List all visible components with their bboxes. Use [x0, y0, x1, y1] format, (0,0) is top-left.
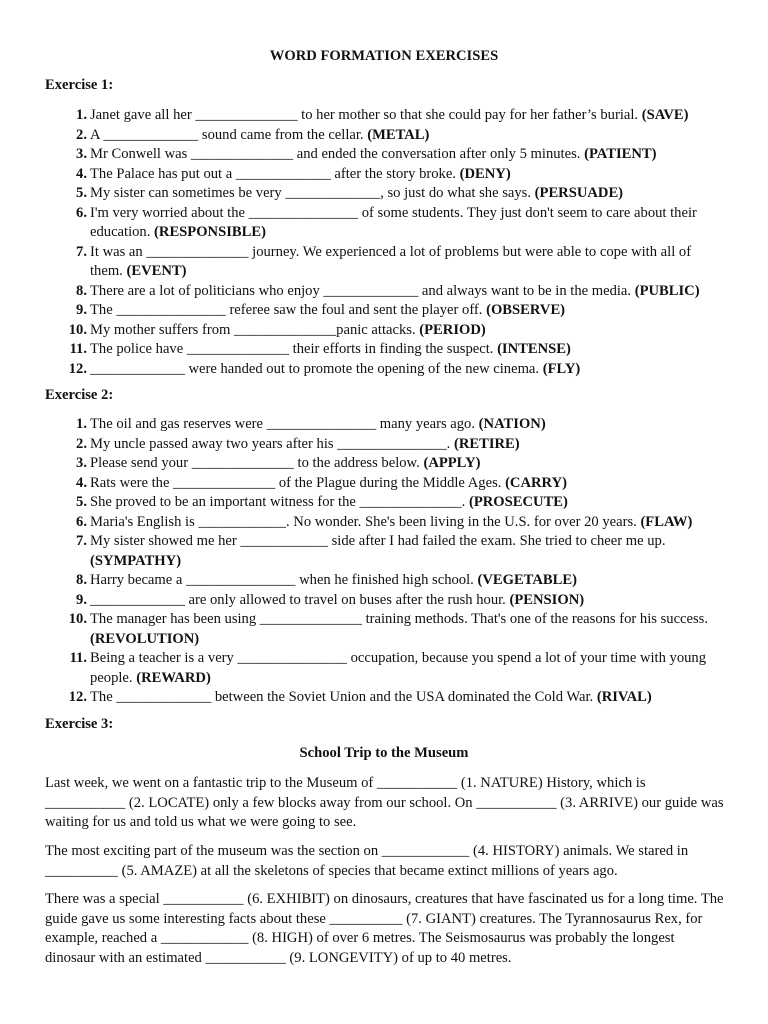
item-number: 9. — [76, 591, 87, 608]
story-title: School Trip to the Museum — [299, 745, 469, 761]
item-root-word: (METAL) — [367, 126, 430, 143]
exercise-item — [0, 243, 768, 282]
item-sentence: Maria's English is ____________. No wonder. She's been living in the U.S. for over 20 years. — [90, 513, 637, 530]
exercise-1-list — [0, 106, 768, 379]
item-number: 6. — [76, 513, 87, 530]
exercise-item — [0, 360, 768, 380]
exercise-3-heading: Exercise 3: — [45, 716, 114, 732]
item-number: 5. — [76, 185, 87, 201]
exercise-item — [0, 591, 768, 611]
item-sentence: I'm very worried about the _______________ of some students. They just don't seem to care about their education. — [90, 204, 697, 240]
item-root-word: (CARRY) — [505, 474, 567, 491]
item-root-word: (REWARD) — [136, 669, 211, 686]
item-root-word: (OBSERVE) — [486, 302, 566, 318]
item-number: 2. — [76, 435, 87, 452]
item-root-word: (FLAW) — [640, 513, 693, 530]
item-number: 9. — [76, 302, 87, 318]
exercise-item — [0, 610, 768, 649]
exercise-1-heading: Exercise 1: — [45, 77, 114, 93]
item-root-word: (PATIENT) — [584, 146, 657, 162]
story-paragraph-1: Last week, we went on a fantastic trip to the Museum of ___________ (1. NATURE) History, which is ___________ (2. LOCATE) only a few blocks away from our school. On ___________ (3. ARRIVE) our guide was waiting for us and told us what we were going to see. — [45, 775, 724, 830]
item-sentence: The manager has been using ______________ training methods. That's one of the reasons for his success. — [90, 611, 709, 627]
item-root-word: (DENY) — [459, 165, 511, 182]
exercise-item — [0, 571, 768, 591]
item-sentence: My sister showed me her ____________ side after I had failed the exam. She tried to cheer me up. — [90, 533, 666, 549]
item-number: 8. — [76, 572, 87, 588]
item-number: 11. — [69, 650, 87, 666]
item-number: 6. — [76, 204, 87, 221]
item-number: 4. — [76, 474, 87, 491]
item-root-word: (FLY) — [542, 360, 581, 377]
item-number: 12. — [68, 360, 87, 377]
exercise-item — [0, 301, 768, 321]
item-number: 11. — [69, 341, 87, 357]
item-number: 2. — [76, 126, 87, 143]
exercise-item — [0, 688, 768, 708]
item-sentence: A _____________ sound came from the cellar. — [90, 126, 364, 143]
exercise-item — [0, 165, 768, 185]
item-number: 12. — [68, 689, 87, 705]
exercise-item — [0, 340, 768, 360]
story-paragraph-3: There was a special ___________ (6. EXHIBIT) on dinosaurs, creatures that have fascinated us for a long time. The guide gave us some interesting facts about these __________ (7. GIANT) creatures. The Tyrannosaurus Rex, for example, reached a ____________ (8. HIGH) of over 6 metres. The Seismosaurus was probably the longest dinosaur with an estimated ___________ (9. LONGEVITY) of up to 40 metres. — [45, 891, 724, 966]
exercise-item — [0, 106, 768, 126]
item-sentence: It was an ______________ journey. We experienced a lot of problems but were able to cope with all of them. — [90, 243, 692, 279]
item-number: 7. — [76, 243, 87, 260]
exercise-item — [0, 415, 768, 435]
item-sentence: Please send your ______________ to the address below. — [90, 455, 420, 471]
document-title: WORD FORMATION EXERCISES — [269, 48, 499, 64]
exercise-item — [0, 474, 768, 494]
exercise-item — [0, 513, 768, 533]
item-sentence: My mother suffers from ______________panic attacks. — [90, 321, 416, 338]
item-sentence: The police have ______________ their efforts in finding the suspect. — [90, 341, 494, 357]
item-root-word: (RETIRE) — [453, 435, 520, 452]
item-sentence: She proved to be an important witness for the ______________. — [90, 494, 466, 510]
item-sentence: Being a teacher is a very _______________ occupation, because you spend a lot of your time with young people. — [90, 650, 707, 686]
item-number: 3. — [76, 146, 87, 162]
item-root-word: (INTENSE) — [497, 341, 571, 357]
story-paragraph-2: The most exciting part of the museum was the section on ____________ (4. HISTORY) animals. We stared in __________ (5. AMAZE) at all the skeletons of species that became extinct millions of years ago. — [45, 843, 689, 879]
item-root-word: (SAVE) — [641, 107, 689, 123]
item-number: 5. — [76, 494, 87, 510]
item-sentence: The _____________ between the Soviet Union and the USA dominated the Cold War. — [90, 689, 594, 705]
item-root-word: (SYMPATHY) — [90, 552, 182, 569]
item-sentence: _____________ were handed out to promote the opening of the new cinema. — [90, 360, 540, 377]
exercise-item — [0, 145, 768, 165]
exercise-2-list — [0, 415, 768, 708]
item-root-word: (PENSION) — [509, 591, 585, 608]
item-root-word: (PERIOD) — [419, 321, 486, 338]
exercise-item — [0, 649, 768, 688]
item-root-word: (PROSECUTE) — [468, 494, 568, 510]
item-root-word: (RIVAL) — [596, 689, 652, 705]
item-sentence: The Palace has put out a _____________ after the story broke. — [90, 165, 456, 182]
item-number: 7. — [76, 533, 87, 549]
item-root-word: (REVOLUTION) — [90, 630, 200, 647]
item-sentence: Harry became a _______________ when he finished high school. — [90, 572, 474, 588]
exercise-item — [0, 282, 768, 302]
exercise-item — [0, 321, 768, 341]
item-number: 1. — [76, 416, 87, 432]
item-root-word: (PUBLIC) — [634, 282, 700, 299]
item-sentence: The oil and gas reserves were _______________ many years ago. — [90, 416, 476, 432]
item-sentence: The _______________ referee saw the foul and sent the player off. — [90, 302, 483, 318]
item-number: 4. — [76, 165, 87, 182]
exercise-item — [0, 532, 768, 571]
item-number: 3. — [76, 455, 87, 471]
exercise-item — [0, 204, 768, 243]
exercise-item — [0, 454, 768, 474]
exercise-item — [0, 435, 768, 455]
item-root-word: (EVENT) — [126, 263, 187, 279]
item-root-word: (APPLY) — [423, 455, 481, 471]
item-sentence: My uncle passed away two years after his _______________. — [90, 435, 451, 452]
exercise-item — [0, 126, 768, 146]
item-number: 1. — [76, 107, 87, 123]
item-root-word: (VEGETABLE) — [477, 572, 577, 588]
item-root-word: (NATION) — [478, 416, 546, 432]
item-sentence: Janet gave all her ______________ to her mother so that she could pay for her father’s burial. — [90, 107, 639, 123]
exercise-item — [0, 184, 768, 204]
exercise-item — [0, 493, 768, 513]
item-sentence: There are a lot of politicians who enjoy _____________ and always want to be in the media. — [90, 282, 632, 299]
item-sentence: Rats were the ______________ of the Plague during the Middle Ages. — [90, 474, 502, 491]
exercise-2-heading: Exercise 2: — [45, 387, 114, 403]
item-root-word: (PERSUADE) — [534, 185, 624, 201]
item-root-word: (RESPONSIBLE) — [154, 224, 266, 240]
item-number: 10. — [68, 321, 87, 338]
item-sentence: _____________ are only allowed to travel on buses after the rush hour. — [90, 591, 506, 608]
item-number: 8. — [76, 282, 87, 299]
item-sentence: Mr Conwell was ______________ and ended the conversation after only 5 minutes. — [90, 146, 581, 162]
item-sentence: My sister can sometimes be very _____________, so just do what she says. — [90, 185, 532, 201]
item-number: 10. — [68, 611, 87, 627]
